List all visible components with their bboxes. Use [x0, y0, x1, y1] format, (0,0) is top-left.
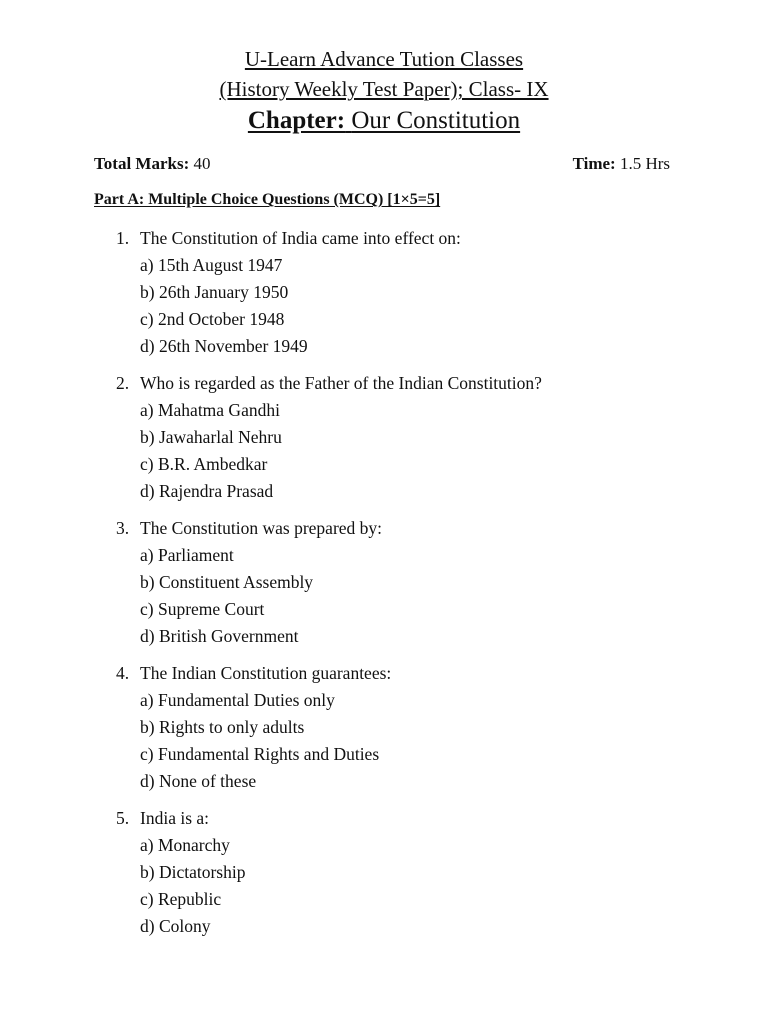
option-d: d) British Government [140, 626, 299, 646]
institute-name: U-Learn Advance Tution Classes [244, 47, 524, 71]
total-marks-label: Total Marks: [94, 154, 190, 173]
option-d: d) 26th November 1949 [140, 336, 308, 356]
option-c: c) Fundamental Rights and Duties [140, 744, 380, 764]
option-d: d) None of these [140, 771, 257, 791]
paper-meta [94, 152, 670, 176]
option-d: d) Colony [140, 916, 211, 936]
question-number: 4. [116, 663, 130, 683]
question-text: The Constitution was prepared by: [140, 518, 383, 538]
option-list [116, 252, 716, 360]
option-a: a) Parliament [140, 545, 234, 565]
question-list [116, 225, 716, 950]
time-value: 1.5 Hrs [619, 154, 670, 173]
part-a-title: Part A: Multiple Choice Questions (MCQ) [1×5=5] [94, 191, 441, 208]
option-a: a) Mahatma Gandhi [140, 400, 280, 420]
chapter-label: Chapter: [247, 107, 346, 134]
option-b: b) 26th January 1950 [140, 282, 289, 302]
option-b: b) Rights to only adults [140, 717, 305, 737]
option-c: c) Supreme Court [140, 599, 265, 619]
question-number: 5. [116, 808, 130, 828]
question-item [116, 805, 716, 940]
chapter-name: Our Constitution [351, 107, 521, 134]
option-d: d) Rajendra Prasad [140, 481, 274, 501]
paper-subtitle: (History Weekly Test Paper); Class- IX [219, 77, 549, 101]
paper-header [0, 44, 768, 138]
time-allowed [573, 152, 670, 176]
option-b: b) Dictatorship [140, 862, 246, 882]
question-text: The Constitution of India came into effect on: [140, 228, 461, 248]
total-marks [94, 152, 211, 176]
option-list [116, 542, 716, 650]
option-list [116, 832, 716, 940]
option-c: c) Republic [140, 889, 222, 909]
option-c: c) 2nd October 1948 [140, 309, 285, 329]
question-number: 1. [116, 228, 130, 248]
option-list [116, 397, 716, 505]
total-marks-value: 40 [193, 154, 211, 173]
question-item [116, 370, 716, 505]
question-number: 3. [116, 518, 130, 538]
option-b: b) Jawaharlal Nehru [140, 427, 282, 447]
option-b: b) Constituent Assembly [140, 572, 314, 592]
option-a: a) 15th August 1947 [140, 255, 283, 275]
option-list [116, 687, 716, 795]
question-text: India is a: [140, 808, 210, 828]
question-text: Who is regarded as the Father of the Indian Constitution? [140, 373, 542, 393]
question-number: 2. [116, 373, 130, 393]
option-a: a) Monarchy [140, 835, 230, 855]
question-item [116, 660, 716, 795]
question-item [116, 515, 716, 650]
time-label: Time: [572, 154, 616, 173]
option-a: a) Fundamental Duties only [140, 690, 335, 710]
question-item [116, 225, 716, 360]
option-c: c) B.R. Ambedkar [140, 454, 268, 474]
chapter-title [0, 104, 768, 138]
question-text: The Indian Constitution guarantees: [140, 663, 392, 683]
